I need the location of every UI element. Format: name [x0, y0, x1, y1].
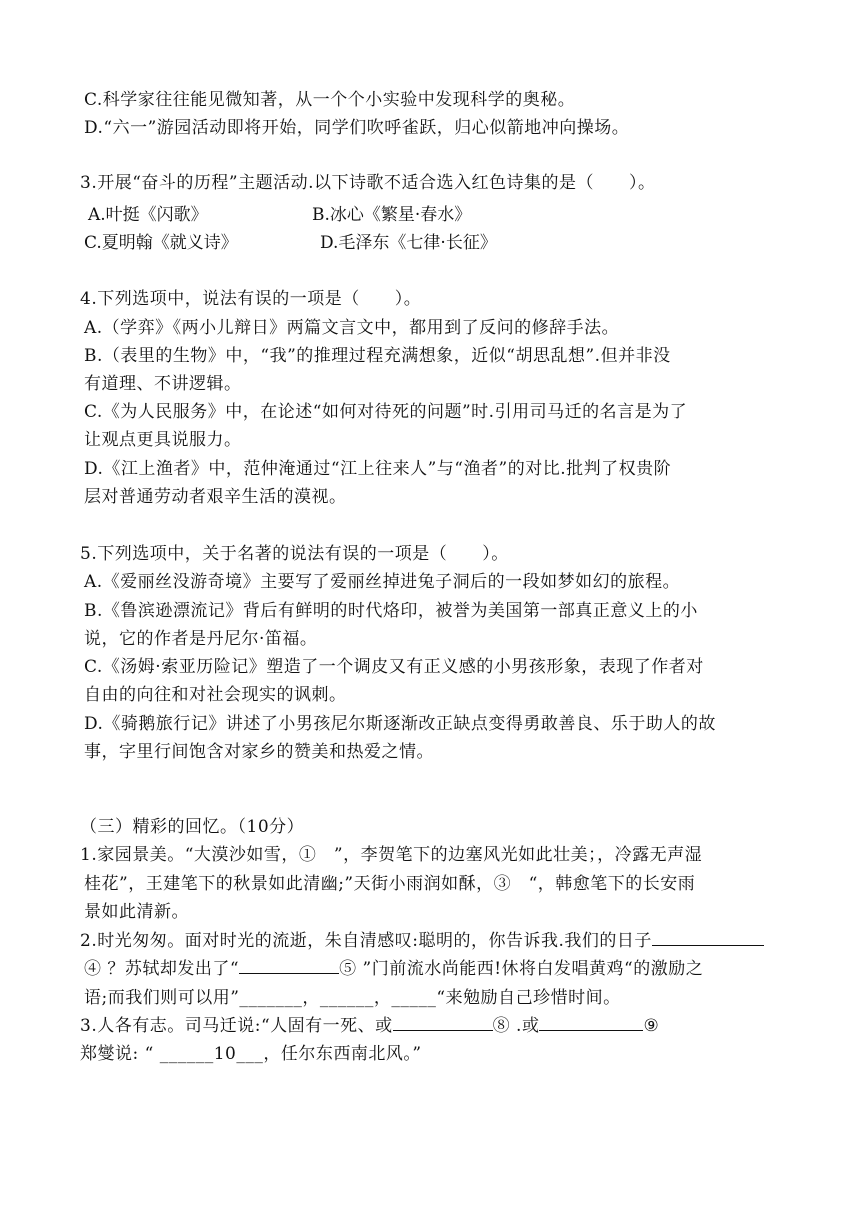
q4-option-c-line2: 让观点更具说服力。 — [84, 430, 242, 450]
answer-blank[interactable] — [539, 1014, 643, 1031]
q4-option-d-line2: 层对普通劳动者艰辛生活的漠视。 — [84, 487, 347, 507]
q5-option-b-line1: B.《鲁滨逊漂流记》背后有鲜明的时代烙印，被誉为美国第一部真正意义上的小 — [84, 601, 698, 621]
q4-option-b-line1: B.（表里的生物》中，“我”的推理过程充满想象，近似“胡思乱想”.但并非没 — [84, 346, 671, 366]
q4-option-c-line1: C.《为人民服务》中，在论述“如何对待死的问题”时.引用司马迁的名言是为了 — [84, 402, 688, 422]
q5-option-a: A.《爱丽丝没游奇境》主要写了爱丽丝掉进兔子洞后的一段如梦如幻的旅程。 — [84, 572, 681, 592]
recall-item-2-line2 — [84, 957, 703, 981]
q3-option-c: C.夏明翰《就义诗》 — [84, 233, 238, 253]
q3-option-b: B.冰心《繁星·春水》 — [312, 205, 472, 225]
section-heading: （三）精彩的回忆。（10分） — [80, 817, 305, 837]
answer-blank[interactable] — [239, 957, 339, 974]
q3-stem: 3.开展“奋斗的历程”主题活动.以下诗歌不适合选入红色诗集的是（ ）。 — [80, 173, 656, 193]
q5-option-d-line1: D.《骑鹅旅行记》讲述了小男孩尼尔斯逐渐改正缺点变得勇敢善良、乐于助人的故 — [84, 714, 716, 734]
recall-item-3-line1 — [80, 1014, 659, 1038]
answer-blank[interactable] — [393, 1014, 493, 1031]
answer-blank[interactable] — [652, 929, 764, 946]
recall-item-2-line1 — [80, 929, 764, 953]
q3-option-d: D.毛泽东《七律·长征》 — [320, 233, 497, 253]
q2-option-d: D.“六一”游园活动即将开始，同学们吹呼雀跃，归心似箭地冲向操场。 — [84, 118, 630, 138]
q3-option-a: A.叶挺《闪歌》 — [88, 205, 208, 225]
recall-item-2-text-b: ⑤ ”门前流水尚能西!休将白发唱黄鸡“的激励之 — [339, 959, 704, 979]
q4-stem: 4.下列选项中，说法有误的一项是（ ）。 — [80, 289, 422, 309]
recall-item-2-text: 2.时光匆匆。面对时光的流逝，朱自清感叹:聪明的，你告诉我.我们的日子 — [80, 931, 652, 951]
recall-item-1-line3: 景如此清新。 — [84, 902, 189, 922]
recall-item-1-line1: 1.家园景美。“大漠沙如雪，① ”，李贺笔下的边塞风光如此壮美；，冷露无声湿 — [80, 845, 703, 865]
q5-option-b-line2: 说，它的作者是丹尼尔·笛福。 — [84, 629, 318, 649]
q5-option-d-line2: 事，字里行间饱含对家乡的赞美和热爱之情。 — [84, 742, 434, 762]
q4-option-a: A.（学弈》《两小儿辩日》两篇文言文中，都用到了反问的修辞手法。 — [84, 318, 620, 338]
q4-option-d-line1: D.《江上渔者》中，范仲淹通过“江上往来人”与“渔者”的对比.批判了权贵阶 — [84, 459, 672, 479]
recall-item-3-text-c: ⑨ — [643, 1016, 660, 1036]
q5-option-c-line1: C.《汤姆·索亚历险记》塑造了一个调皮又有正义感的小男孩形象，表现了作者对 — [84, 657, 704, 677]
q4-option-b-line2: 有道理、不讲逻辑。 — [84, 374, 242, 394]
recall-item-3-text-a: 3.人各有志。司马迁说:“人固有一死、或 — [80, 1016, 393, 1036]
q5-option-c-line2: 自由的向往和对社会现实的讽刺。 — [84, 685, 347, 705]
recall-item-3-text-b: ⑧ .或 — [492, 1016, 540, 1036]
recall-item-2-text-a: ④ ？苏轼却发出了“ — [84, 959, 240, 979]
q5-stem: 5.下列选项中，关于名著的说法有误的一项是（ ）。 — [80, 544, 509, 564]
recall-item-2-line3: 语;而我们则可以用”_______，______，_____“来勉励自己珍惜时间。 — [84, 988, 621, 1008]
recall-item-1-line2: 桂花”，王建笔下的秋景如此清幽;”天街小雨润如酥，③ “，韩愈笔下的长安雨 — [84, 874, 696, 894]
recall-item-3-line2: 郑燮说: “ ______10___，任尔东西南北风。” — [80, 1044, 422, 1064]
q2-option-c: C.科学家往往能见微知著，从一个个小实验中发现科学的奥秘。 — [84, 90, 576, 110]
